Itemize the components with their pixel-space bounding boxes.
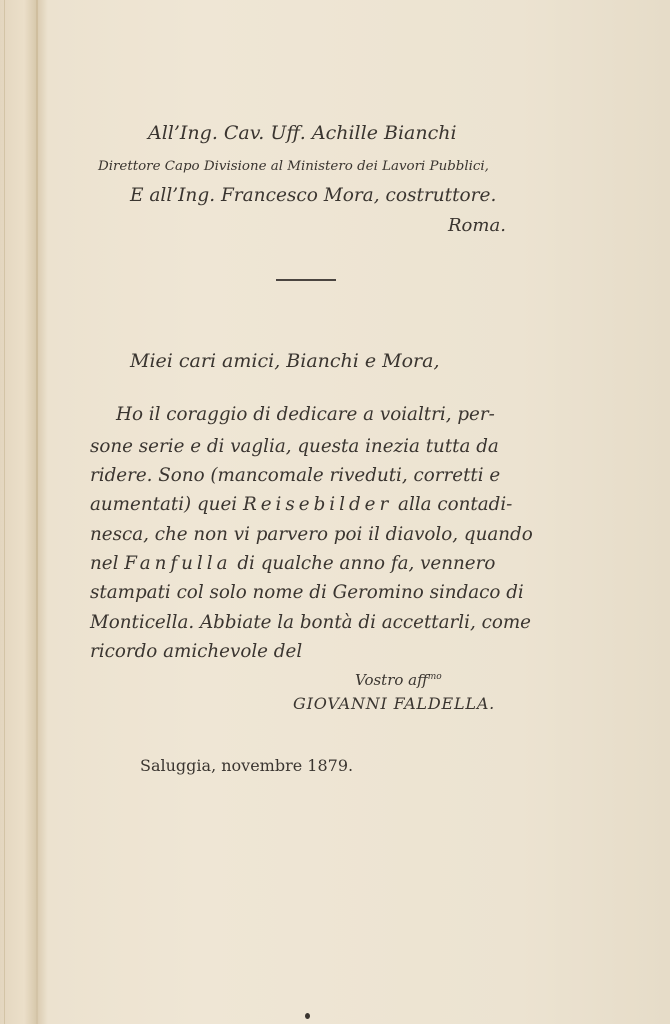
letter-line: ridere. Sono (mancomale riveduti, corretti e [90,465,501,486]
letter-line: Monticella. Abbiate la bontà di accettarli, come [90,612,531,633]
letter-text: alla contadi- [398,494,513,515]
letter-line [90,553,495,574]
letter-salutation: Miei cari amici, Bianchi e Mora, [130,350,440,372]
paper-speck [305,1013,310,1019]
letter-line: Ho il coraggio di dedicare a voialtri, per- [116,404,495,425]
dedication-recipient-1: All’Ing. Cav. Uff. Achille Bianchi [148,122,457,144]
signature-name: GIOVANNI FALDELLA. [293,694,496,713]
page-edge [4,0,5,1024]
letter-line: ricordo amichevole del [90,641,303,662]
emphasized-title: Reisebilder [242,494,393,515]
letter-line: stampati col solo nome di Geromino sindaco di [90,582,524,603]
dedication-city: Roma. [448,215,506,236]
dedication-recipient-2: E all’Ing. Francesco Mora, costruttore. [130,185,497,206]
binding-gutter [36,0,38,1024]
closing-text: Vostro aff [355,671,428,689]
letter-line: nesca, che non vi parvero poi il diavolo, quando [90,524,533,545]
signature-closing [355,671,442,689]
place-date: Saluggia, novembre 1879. [140,756,354,775]
letter-text: di qualche anno fa, vennero [237,553,496,574]
letter-line: sone serie e di vaglia, questa inezia tutta da [90,436,499,457]
letter-text: aumentati) quei [90,494,238,515]
letter-line [90,494,512,515]
letter-text: nel [90,553,119,574]
closing-superscript: mo [427,672,442,682]
emphasized-title: Fanfulla [124,553,232,574]
section-divider [276,279,336,281]
dedication-title: Direttore Capo Divisione al Ministero dei Lavori Pubblici, [98,159,489,174]
